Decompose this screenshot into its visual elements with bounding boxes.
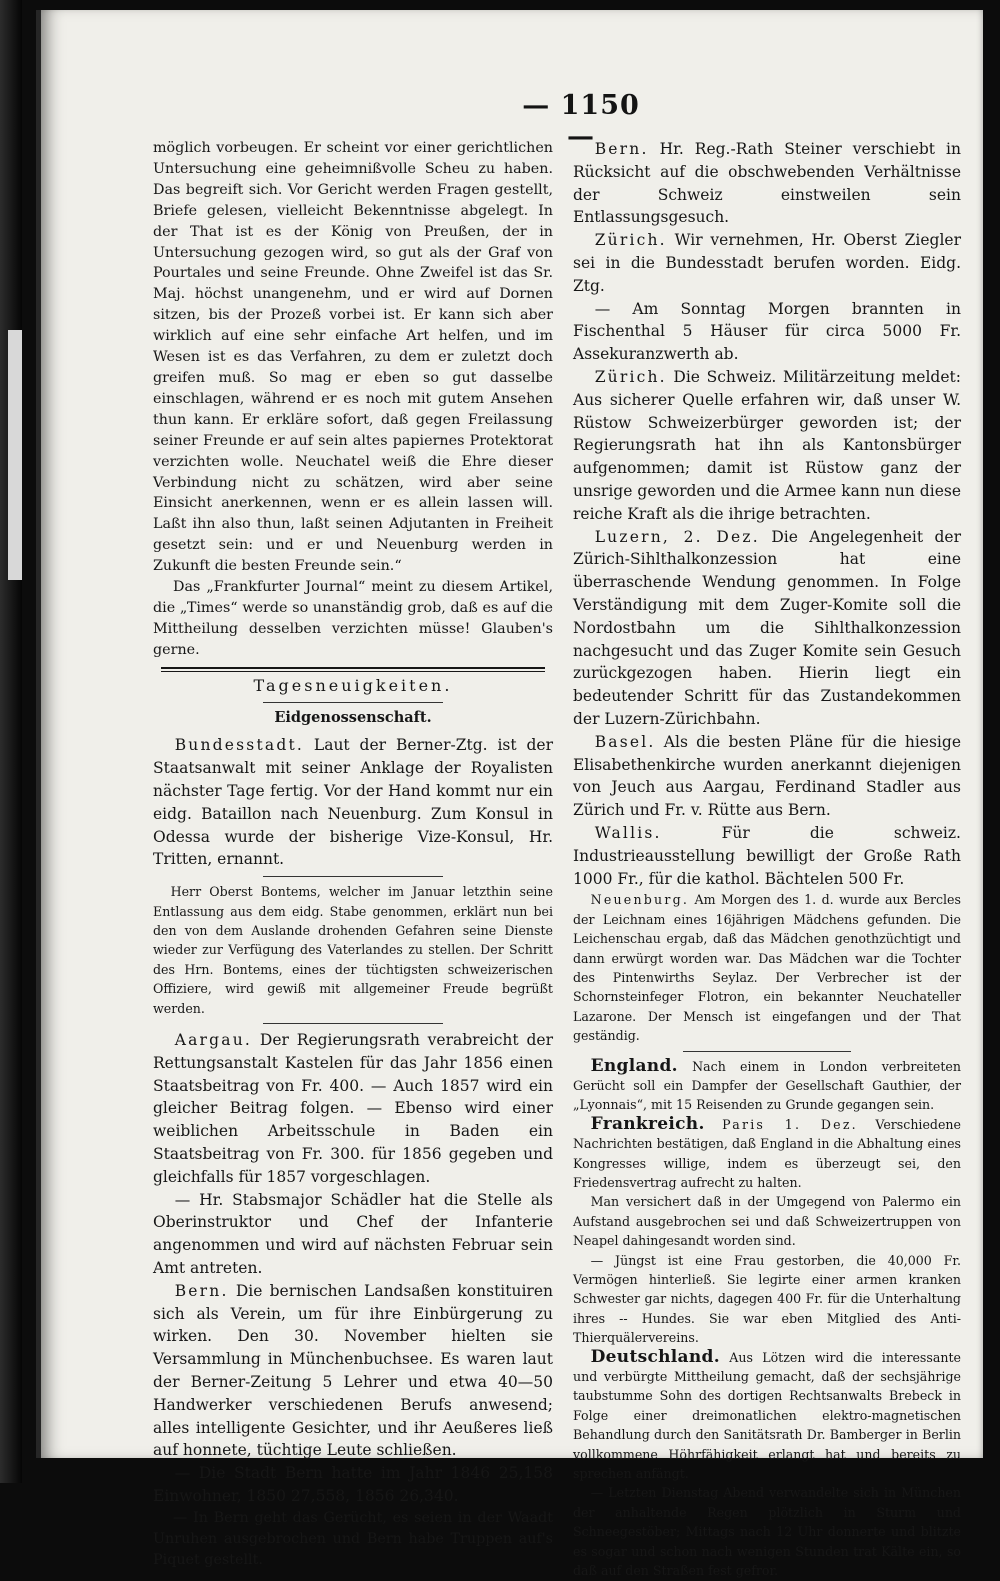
place-bundesstadt: Bundesstadt. — [174, 736, 304, 755]
times-article-continuation: möglich vorbeugen. Er scheint vor einer gerichtlichen Untersuchung eine geheimnißvolle Scheu zu haben. Das begreift sich. Vor Gericht werden Fragen gestellt, Briefe gelesen, vielleicht Bekenntnisse abgelegt. In der That ist es der König von Preußen, der in Untersuchung gezogen wird, so gut als der Graf von Pourtales und seine Freunde. Ohne Zweifel ist das Sr. Maj. höchst unangenehm, und er wird auf Dornen sitzen, bis der Prozeß vorbei ist. Er kann sich aber wirklich auf eine sehr einfache Art helfen, und im Wesen ist es das Verfahren, zu dem er zuletzt doch greifen muß. So mag er eben so gut dasselbe einschlagen, während er es noch mit gutem Ansehen thun kann. Er erkläre sofort, daß gegen Freilassung seiner Freunde er auf sein altes papiernes Protektorat verzichten wolle. Neuchatel weiß die Ehre dieser Verbindung nicht zu schätzen, wird aber seine Einsicht anerkennen, wenn er es allein lassen will. Laßt ihn also thun, laßt seinen Adjutanten in Freiheit gesetzt sein: und er und Neuenburg werden in Zukunft die besten Freunde sein.“ — [153, 140, 553, 575]
place-bern: Bern. — [174, 1281, 229, 1300]
text-zuerich-ziegler: Wir vernehmen, Hr. Oberst Ziegler sei in die Bundesstadt berufen worden. Eidg. Ztg. — [573, 231, 961, 295]
text-wallis: Für die schweiz. Industrieausstellung bewilligt der Große Rath 1000 Fr., für die kathol. Bächtelen 500 Fr. — [573, 823, 961, 888]
news-neuenburg — [573, 890, 961, 1045]
text-aargau: Der Regierungsrath verabreicht der Rettungsanstalt Kastelen für das Jahr 1856 einen Staatsbeitrag von Fr. 400. — Auch 1857 wird ein gleicher Beitrag folgen. — Ebenso wird einer weiblichen Arbeitsschule in Baden ein Staatsbeitrag von Fr. 300. für 1856 gegeben und gleichfalls für 1857 vorgeschlagen. — [153, 1031, 553, 1186]
news-bundesstadt — [153, 734, 553, 871]
country-england: England. — [590, 1055, 678, 1076]
text-bundesstadt: Laut der Berner-Ztg. ist der Staatsanwalt mit seiner Anklage der Royalisten nächster Tage fertig. Vor der Hand kommt nur ein eidg. Bataillon nach Neuenburg. Zum Konsul in Odessa wurde der bisherige Vize-Konsul, Hr. Tritten, ernannt. — [153, 736, 553, 869]
section-rule — [263, 702, 443, 703]
frankfurter-journal-comment: Das „Frankfurter Journal“ meint zu diesem Artikel, die „Times“ werde so unanständig grob, daß es auf die Mittheilung desselben verzichten müsse! Glauben's gerne. — [153, 579, 553, 658]
place-aargau: Aargau. — [174, 1031, 253, 1050]
text-neuenburg: Am Morgen des 1. d. wurde aux Bercles der Leichnam eines 16jährigen Mädchens gefunden. Die Leichenschau ergab, daß das Mädchen genothzüchtigt und dann erwürgt worden war. Das Mädchen war die Tochter des Pintenwirths Seylaz. Der Verbrecher ist der Schornsteinfeger Flotron, ein bekannter Neuchateller Lazarone. Der Mensch ist eingefangen und der That geständig. — [573, 892, 961, 1044]
place-zuerich-2: Zürich. — [594, 367, 667, 386]
news-frankreich — [573, 1115, 961, 1193]
text-zuerich-ruestow: Die Schweiz. Militärzeitung meldet: Aus sicherer Quelle erfahren wir, daß unser W. Rüstow Schweizerbürger geworden ist; der Regierungsrath hat ihn als Kantonsbürger aufgenommen; damit ist Rüstow ganz der unsrige geworden und die Armee kann nun diese reiche Kraft als die ihrige betrachten. — [573, 367, 961, 523]
left-column — [153, 138, 553, 1571]
place-wallis: Wallis. — [594, 823, 662, 842]
place-bern-right: Bern. — [594, 140, 649, 158]
news-deutschland — [573, 1348, 961, 1484]
text-deutschland: Aus Lötzen wird die interessante und verbürgte Mittheilung gemacht, daß der sechsjährige taubstumme Sohn des dortigen Rechtsanwalts Brebeck in Folge einer dreimonatlichen elektro-magnetischen Behandlung durch den Sanitätsrath Dr. Bamberger in Berlin vollkommene Höhrfähigkeit erlangt hat und bereits zu sprechen anfängt. — [573, 1349, 961, 1482]
place-luzern: Luzern, 2. Dez. — [594, 527, 760, 546]
place-basel: Basel. — [594, 732, 656, 751]
text-england: Nach einem in London verbreiteten Gerücht soll ein Dampfer der Gesellschaft Gauthier, der „Lyonnais“, mit 15 Reisenden zu Grunde gegangen sein. — [573, 1058, 961, 1113]
news-luzern — [573, 526, 961, 731]
news-basel — [573, 731, 961, 822]
news-stadt-bern-population: — Die Stadt Bern hatte im Jahr 1846 25,158 Einwohner, 1850 27,558, 1856 26,340. — [153, 1464, 553, 1506]
place-paris: Paris 1. Dez. — [722, 1116, 858, 1132]
subsection-title-eidgenossenschaft: Eidgenossenschaft. — [274, 708, 432, 726]
news-bern-steiner — [573, 138, 961, 229]
news-fischenthal: — Am Sonntag Morgen brannten in Fischenthal 5 Häuser für circa 5000 Fr. Assekuranzwerth ab. — [573, 299, 961, 364]
text-bern: Die bernischen Landsaßen konstituiren sich als Verein, um für ihre Einbürgerung zu wirken. Den 30. November hielten sie Versammlung in Münchenbuchsee. Es waren laut der Berner-Zeitung 5 Lehrer und etwa 40—50 Handwerker verschiedenen Berufs anwesend; alles intelligente Gesichter, und ihr Aeußeres ließ auf honnete, tüchtige Leute schließen. — [153, 1281, 553, 1460]
text-bern-steiner: Hr. Reg.-Rath Steiner verschiebt in Rücksicht auf die obschwebenden Verhältnisse der Schweiz einstweilen sein Entlassungsgesuch. — [573, 140, 961, 227]
newspaper-page — [36, 10, 983, 1579]
news-muenchen: — Letzten Dienstag Abend verwandelte sich in München der anhaltende Regen plötzlich in Sturm und Schneegestöber; Mittags nach 12 Uhr donnerte und blitzte es sogar und schon nach wenigen Stunden trat Kälte ein, so daß auf den Straßen fest gefror. — [573, 1485, 961, 1579]
news-zuerich-ruestow — [573, 366, 961, 526]
item-rule — [683, 1051, 851, 1052]
item-rule — [263, 876, 443, 877]
news-bern — [153, 1280, 553, 1462]
news-zuerich-ziegler — [573, 229, 961, 297]
page-number: — 1150 — — [522, 90, 640, 152]
item-rule — [263, 1023, 443, 1024]
text-luzern: Die Angelegenheit der Zürich-Sihlthalkonzession hat eine überraschende Wendung genommen. In Folge Verständigung mit dem Zuger-Komite soll die Nordostbahn um die Sihlthalkonzession nachgesucht und das Zuger Komite sein Gesuch zurückgezogen haben. Hierin liegt ein bedeutender Schritt für das Zustandekommen der Luzern-Zürichbahn. — [573, 527, 961, 728]
place-zuerich-1: Zürich. — [594, 231, 667, 250]
country-deutschland: Deutschland. — [590, 1346, 720, 1367]
news-palermo: Man versichert daß in der Umgegend von Palermo ein Aufstand ausgebrochen sei und daß Schweizertruppen von Neapel dahingesandt worden sind. — [573, 1194, 961, 1249]
news-aargau — [153, 1029, 553, 1189]
news-wallis — [573, 822, 961, 890]
text-basel: Als die besten Pläne für die hiesige Elisabethenkirche wurden anerkannt diejenigen von Jeuch aus Aargau, Ferdinand Stadler aus Zürich und Fr. v. Rütte aus Bern. — [573, 732, 961, 820]
binding-paper-strip — [8, 330, 22, 580]
book-binding-edge — [0, 0, 22, 1483]
right-column — [573, 138, 961, 1581]
news-waadt-rumor: — In Bern geht das Gerücht, es seien in der Waadt Unruhen ausgebrochen und Bern habe Truppen auf's Piquet gestellt. — [153, 1509, 553, 1568]
news-england — [573, 1057, 961, 1115]
section-title-tagesneuigkeiten: Tagesneuigkeiten. — [253, 675, 453, 695]
text-frankreich: Verschiedene Nachrichten bestätigen, daß England in die Abhaltung eines Kongresses willige, indem es überzeugt sei, den Friedensvertrag aufrecht zu halten. — [573, 1116, 961, 1190]
place-neuenburg: Neuenburg. — [590, 892, 690, 908]
section-divider — [161, 667, 545, 672]
news-frau-hund: — Jüngst ist eine Frau gestorben, die 40,000 Fr. Vermögen hinterließ. Sie legirte einer armen kranken Schwester gar nichts, dagegen 400 Fr. für die Unterhaltung ihres -- Hundes. Sie war eben Mitglied des Anti-Thierquälervereins. — [573, 1252, 961, 1346]
news-bontems: Herr Oberst Bontems, welcher im Januar letzthin seine Entlassung aus dem eidg. Stabe genommen, erklärt nun bei den von dem Auslande drohenden Gefahren seine Dienste wieder zur Verfügung des Vaterlandes zu stellen. Der Schritt des Hrn. Bontems, eines der tüchtigsten schweizerischen Offiziere, wird gewiß mit allgemeiner Freude begrüßt werden. — [153, 884, 553, 1016]
news-schaedler: — Hr. Stabsmajor Schädler hat die Stelle als Oberinstruktor und Chef der Infanterie angenommen und wird auf nächsten Februar sein Amt antreten. — [153, 1190, 553, 1278]
country-frankreich: Frankreich. — [590, 1113, 705, 1134]
